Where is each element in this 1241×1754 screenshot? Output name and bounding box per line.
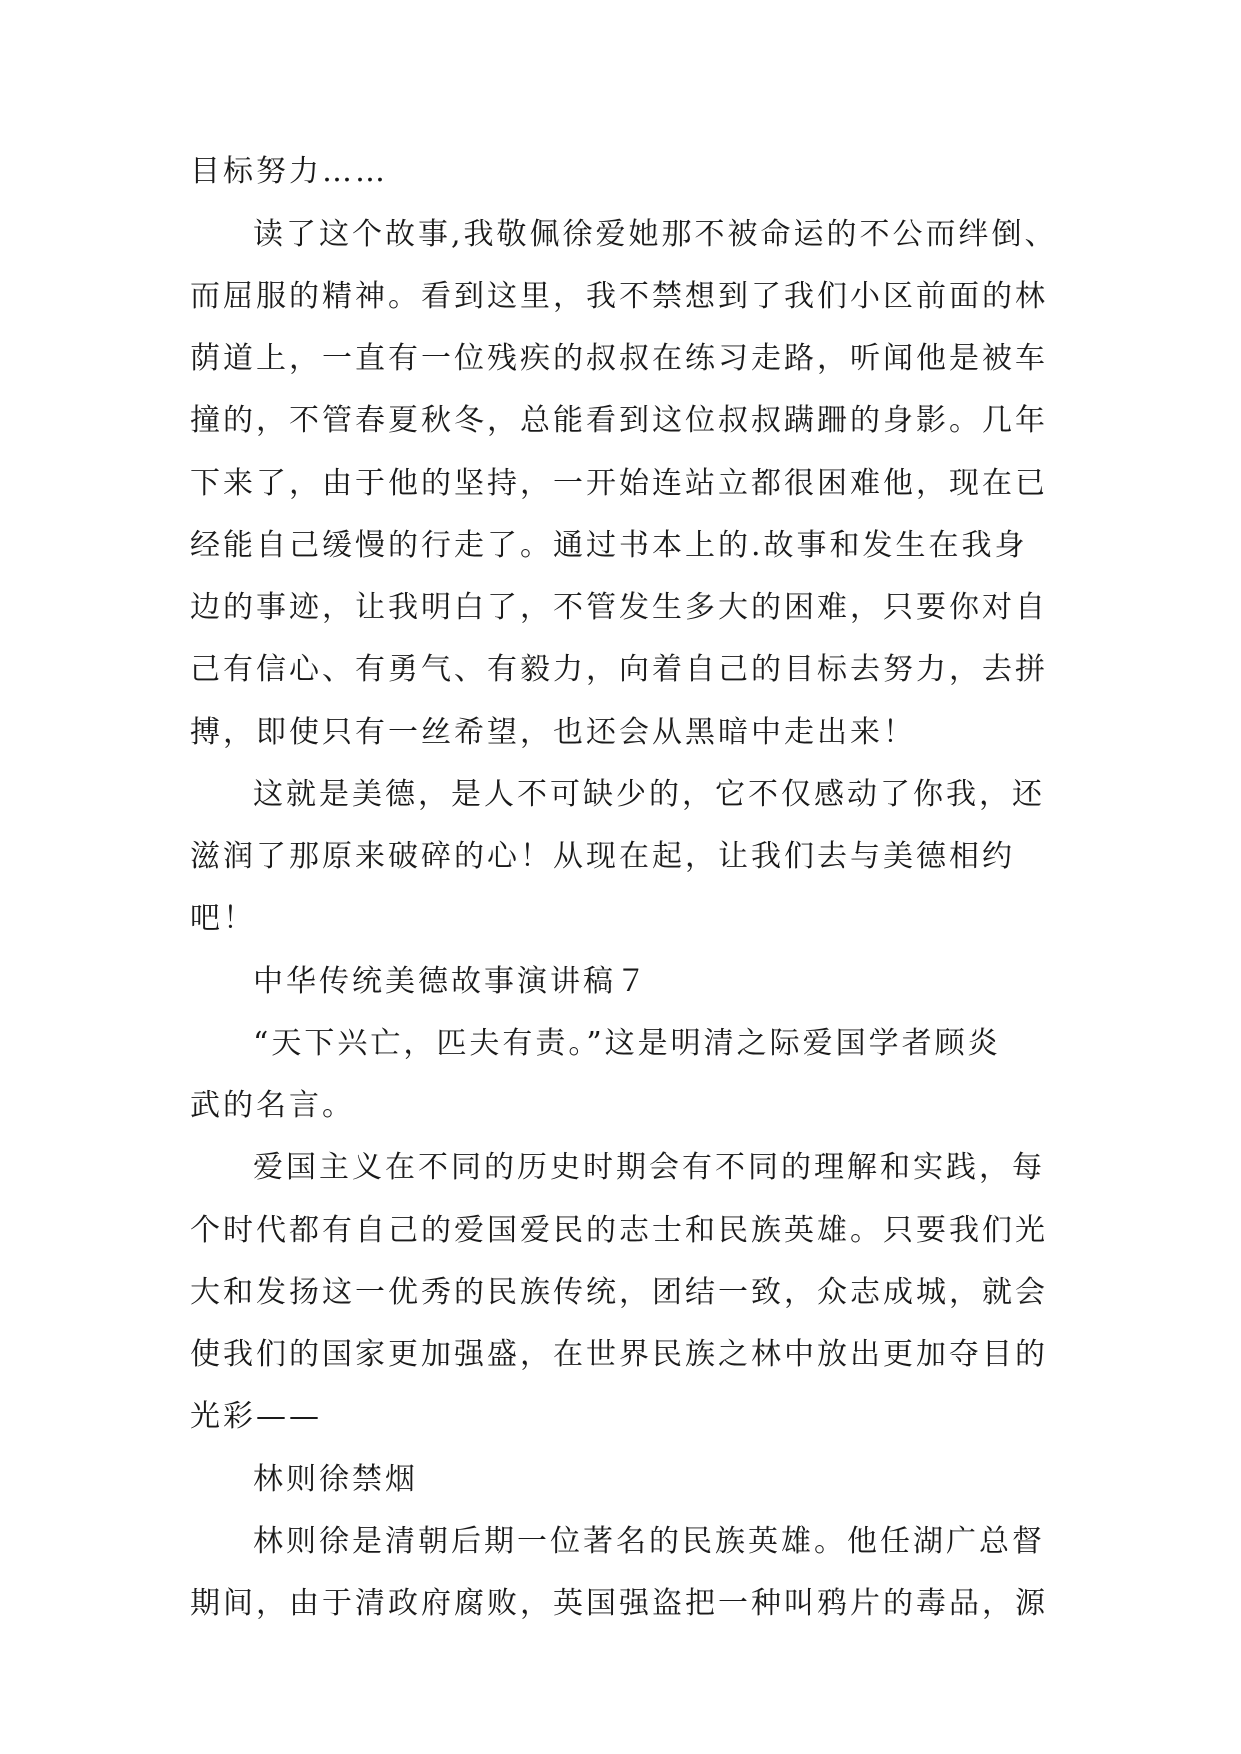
text-line: 而屈服的精神。看到这里，我不禁想到了我们小区前面的林 — [190, 279, 1048, 314]
text-line: 下来了，由于他的坚持，一开始连站立都很困难他，现在已 — [190, 466, 1048, 501]
paragraph-start-line: 读了这个故事,我敬佩徐爱她那不被命运的不公而绊倒、 — [253, 217, 1058, 252]
text-line: 大和发扬这一优秀的民族传统，团结一致，众志成城，就会 — [190, 1275, 1048, 1310]
text-line: 光彩—— — [190, 1399, 322, 1434]
text-line: 撞的，不管春夏秋冬，总能看到这位叔叔蹒跚的身影。几年 — [190, 403, 1048, 438]
text-line: 己有信心、有勇气、有毅力，向着自己的目标去努力，去拼 — [190, 652, 1048, 687]
text-line: 武的名言。 — [190, 1088, 355, 1123]
text-line: 目标努力…… — [190, 154, 388, 189]
section-heading: 中华传统美德故事演讲稿７ — [253, 964, 649, 999]
text-line: 使我们的国家更加强盛，在世界民族之林中放出更加夺目的 — [190, 1337, 1048, 1372]
text-line: 经能自己缓慢的行走了。通过书本上的.故事和发生在我身 — [190, 528, 1028, 563]
text-line: 边的事迹，让我明白了，不管发生多大的困难，只要你对自 — [190, 590, 1048, 625]
text-line: 个时代都有自己的爱国爱民的志士和民族英雄。只要我们光 — [190, 1213, 1048, 1248]
text-line: 期间，由于清政府腐败，英国强盗把一种叫鸦片的毒品，源 — [190, 1586, 1048, 1621]
text-line: 搏，即使只有一丝希望，也还会从黑暗中走出来！ — [190, 715, 916, 750]
text-line: 荫道上，一直有一位残疾的叔叔在练习走路，听闻他是被车 — [190, 341, 1048, 376]
paragraph-start-line: “天下兴亡，匹夫有责。”这是明清之际爱国学者顾炎 — [253, 1026, 1001, 1061]
paragraph-start-line: 这就是美德，是人不可缺少的，它不仅感动了你我，还 — [253, 777, 1045, 812]
text-line: 滋润了那原来破碎的心！从现在起，让我们去与美德相约 — [190, 839, 1015, 874]
text-line: 吧！ — [190, 901, 256, 936]
paragraph-start-line: 林则徐是清朝后期一位著名的民族英雄。他任湖广总督 — [253, 1524, 1045, 1559]
paragraph-start-line: 爱国主义在不同的历史时期会有不同的理解和实践，每 — [253, 1150, 1045, 1185]
subsection-heading: 林则徐禁烟 — [253, 1462, 418, 1497]
